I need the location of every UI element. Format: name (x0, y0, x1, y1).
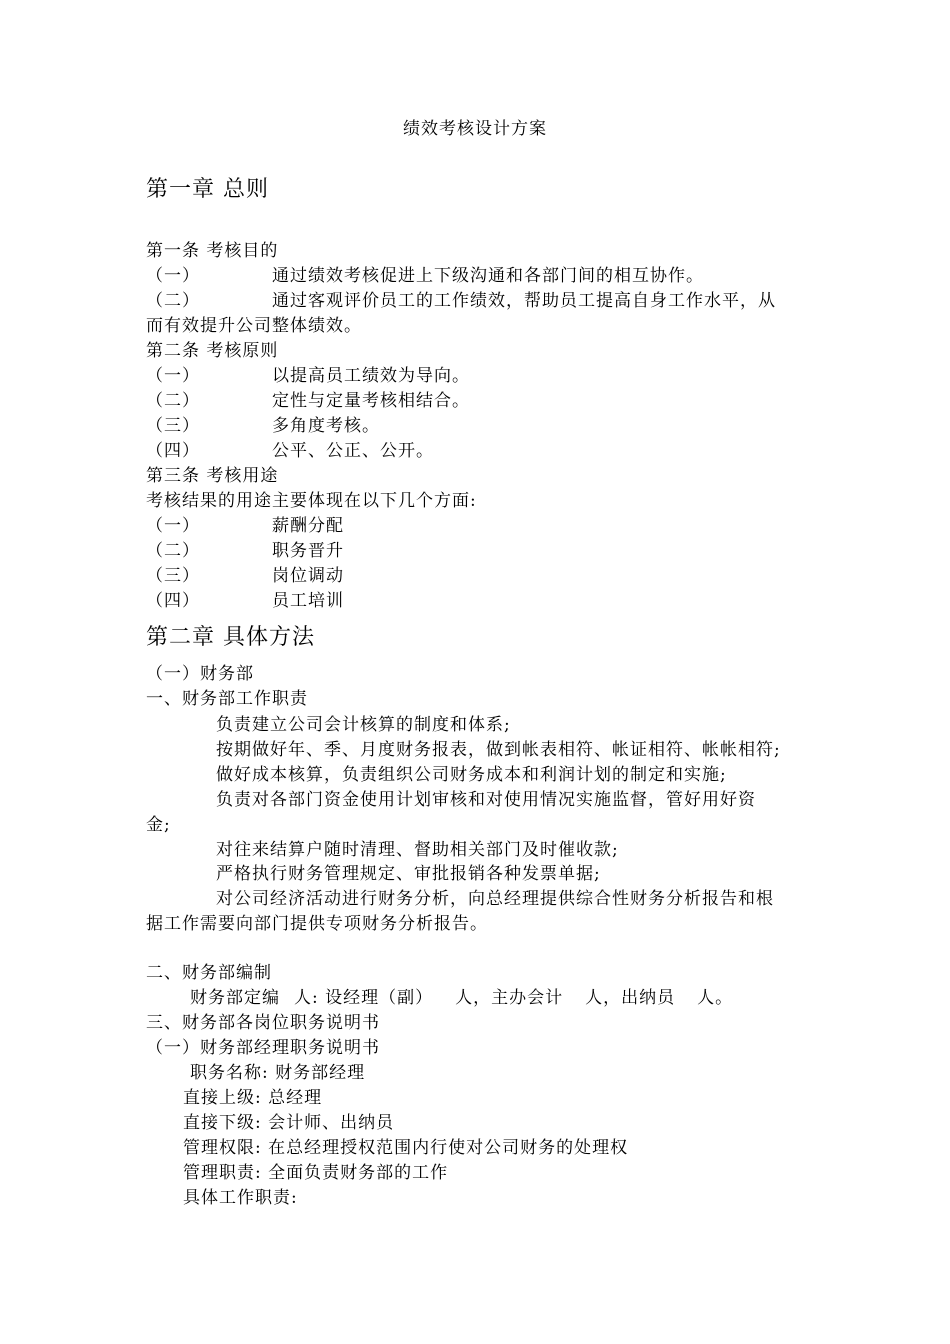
duty-line: 做好成本核算，负责组织公司财务成本和利润计划的制定和实施; (216, 765, 727, 785)
item-text: 职务晋升 (272, 541, 344, 561)
item-text: 多角度考核。 (272, 416, 380, 436)
item-text: 员工培训 (272, 591, 344, 611)
article-1-item (146, 264, 704, 288)
job-field: 管理职责: 全面负责财务部的工作 (183, 1163, 449, 1183)
duty-line-continuation: 据工作需要向部门提供专项财务分析报告。 (146, 914, 488, 934)
item-text: 通过绩效考核促进上下级沟通和各部门间的相互协作。 (272, 266, 704, 286)
article-3-item (146, 564, 344, 588)
item-number: （三） (146, 566, 200, 586)
duty-line: 对公司经济活动进行财务分析，向总经理提供综合性财务分析报告和根 (216, 889, 774, 909)
staffing-part: 人，主办会计 (455, 988, 564, 1008)
staffing-part: 财务部定编 (190, 988, 280, 1008)
staffing-line (190, 986, 733, 1010)
duty-line: 负责对各部门资金使用计划审核和对使用情况实施监督，管好用好资 (216, 790, 756, 810)
duty-line: 按期做好年、季、月度财务报表，做到帐表相符、帐证相符、帐帐相符; (216, 740, 781, 760)
item-number: （一） (146, 516, 200, 536)
article-3-item (146, 539, 344, 563)
staffing-part: 人。 (697, 988, 734, 1008)
article-2-item (146, 364, 470, 388)
item-text: 定性与定量考核相结合。 (272, 391, 470, 411)
duty-line: 严格执行财务管理规定、审批报销各种发票单据; (216, 864, 601, 884)
duty-line: 对往来结算户随时清理、督助相关部门及时催收款; (216, 840, 619, 860)
article-2-item (146, 439, 434, 463)
duty-line-continuation: 金; (146, 815, 171, 835)
item-number: （二） (146, 291, 200, 311)
job-field: 管理权限: 在总经理授权范围内行使对公司财务的处理权 (183, 1138, 629, 1158)
subsection-3-heading: 三、财务部各岗位职务说明书 (146, 1013, 380, 1033)
job-field: 直接下级: 会计师、出纳员 (183, 1113, 395, 1133)
item-text: 薪酬分配 (272, 516, 344, 536)
article-1-item (146, 289, 776, 313)
item-number: （一） (146, 366, 200, 386)
item-number: （四） (146, 591, 200, 611)
item-text: 以提高员工绩效为导向。 (272, 366, 470, 386)
article-1-heading: 第一条 考核目的 (146, 241, 279, 261)
item-number: （一） (146, 266, 200, 286)
document-title: 绩效考核设计方案 (403, 119, 547, 139)
job-description-heading: （一）财务部经理职务说明书 (146, 1038, 380, 1058)
staffing-part: 人，出纳员 (585, 988, 676, 1008)
article-2-item (146, 389, 470, 413)
staffing-part: 人: 设经理（副） (294, 988, 434, 1008)
article-2-heading: 第二条 考核原则 (146, 341, 279, 361)
article-3-intro: 考核结果的用途主要体现在以下几个方面: (146, 491, 477, 511)
subsection-2-heading: 二、财务部编制 (146, 963, 272, 983)
item-text: 公平、公正、公开。 (272, 441, 434, 461)
item-text: 通过客观评价员工的工作绩效，帮助员工提高自身工作水平，从 (272, 291, 776, 311)
job-field: 职务名称: 财务部经理 (190, 1063, 366, 1083)
job-field: 直接上级: 总经理 (183, 1088, 323, 1108)
item-number: （四） (146, 441, 200, 461)
article-2-item (146, 414, 380, 438)
item-number: （三） (146, 416, 200, 436)
article-3-item (146, 589, 344, 613)
job-field: 具体工作职责: (183, 1188, 298, 1208)
item-text: 岗位调动 (272, 566, 344, 586)
item-number: （二） (146, 391, 200, 411)
article-3-item (146, 514, 344, 538)
article-1-item-continuation: 而有效提升公司整体绩效。 (146, 316, 362, 336)
article-3-heading: 第三条 考核用途 (146, 466, 279, 486)
subsection-1-heading: 一、财务部工作职责 (146, 689, 308, 709)
duty-line: 负责建立公司会计核算的制度和体系; (216, 715, 511, 735)
item-number: （二） (146, 541, 200, 561)
chapter-2-heading: 第二章 具体方法 (146, 625, 315, 650)
section-finance-heading: （一）财务部 (146, 664, 254, 684)
chapter-1-heading: 第一章 总则 (146, 177, 269, 202)
